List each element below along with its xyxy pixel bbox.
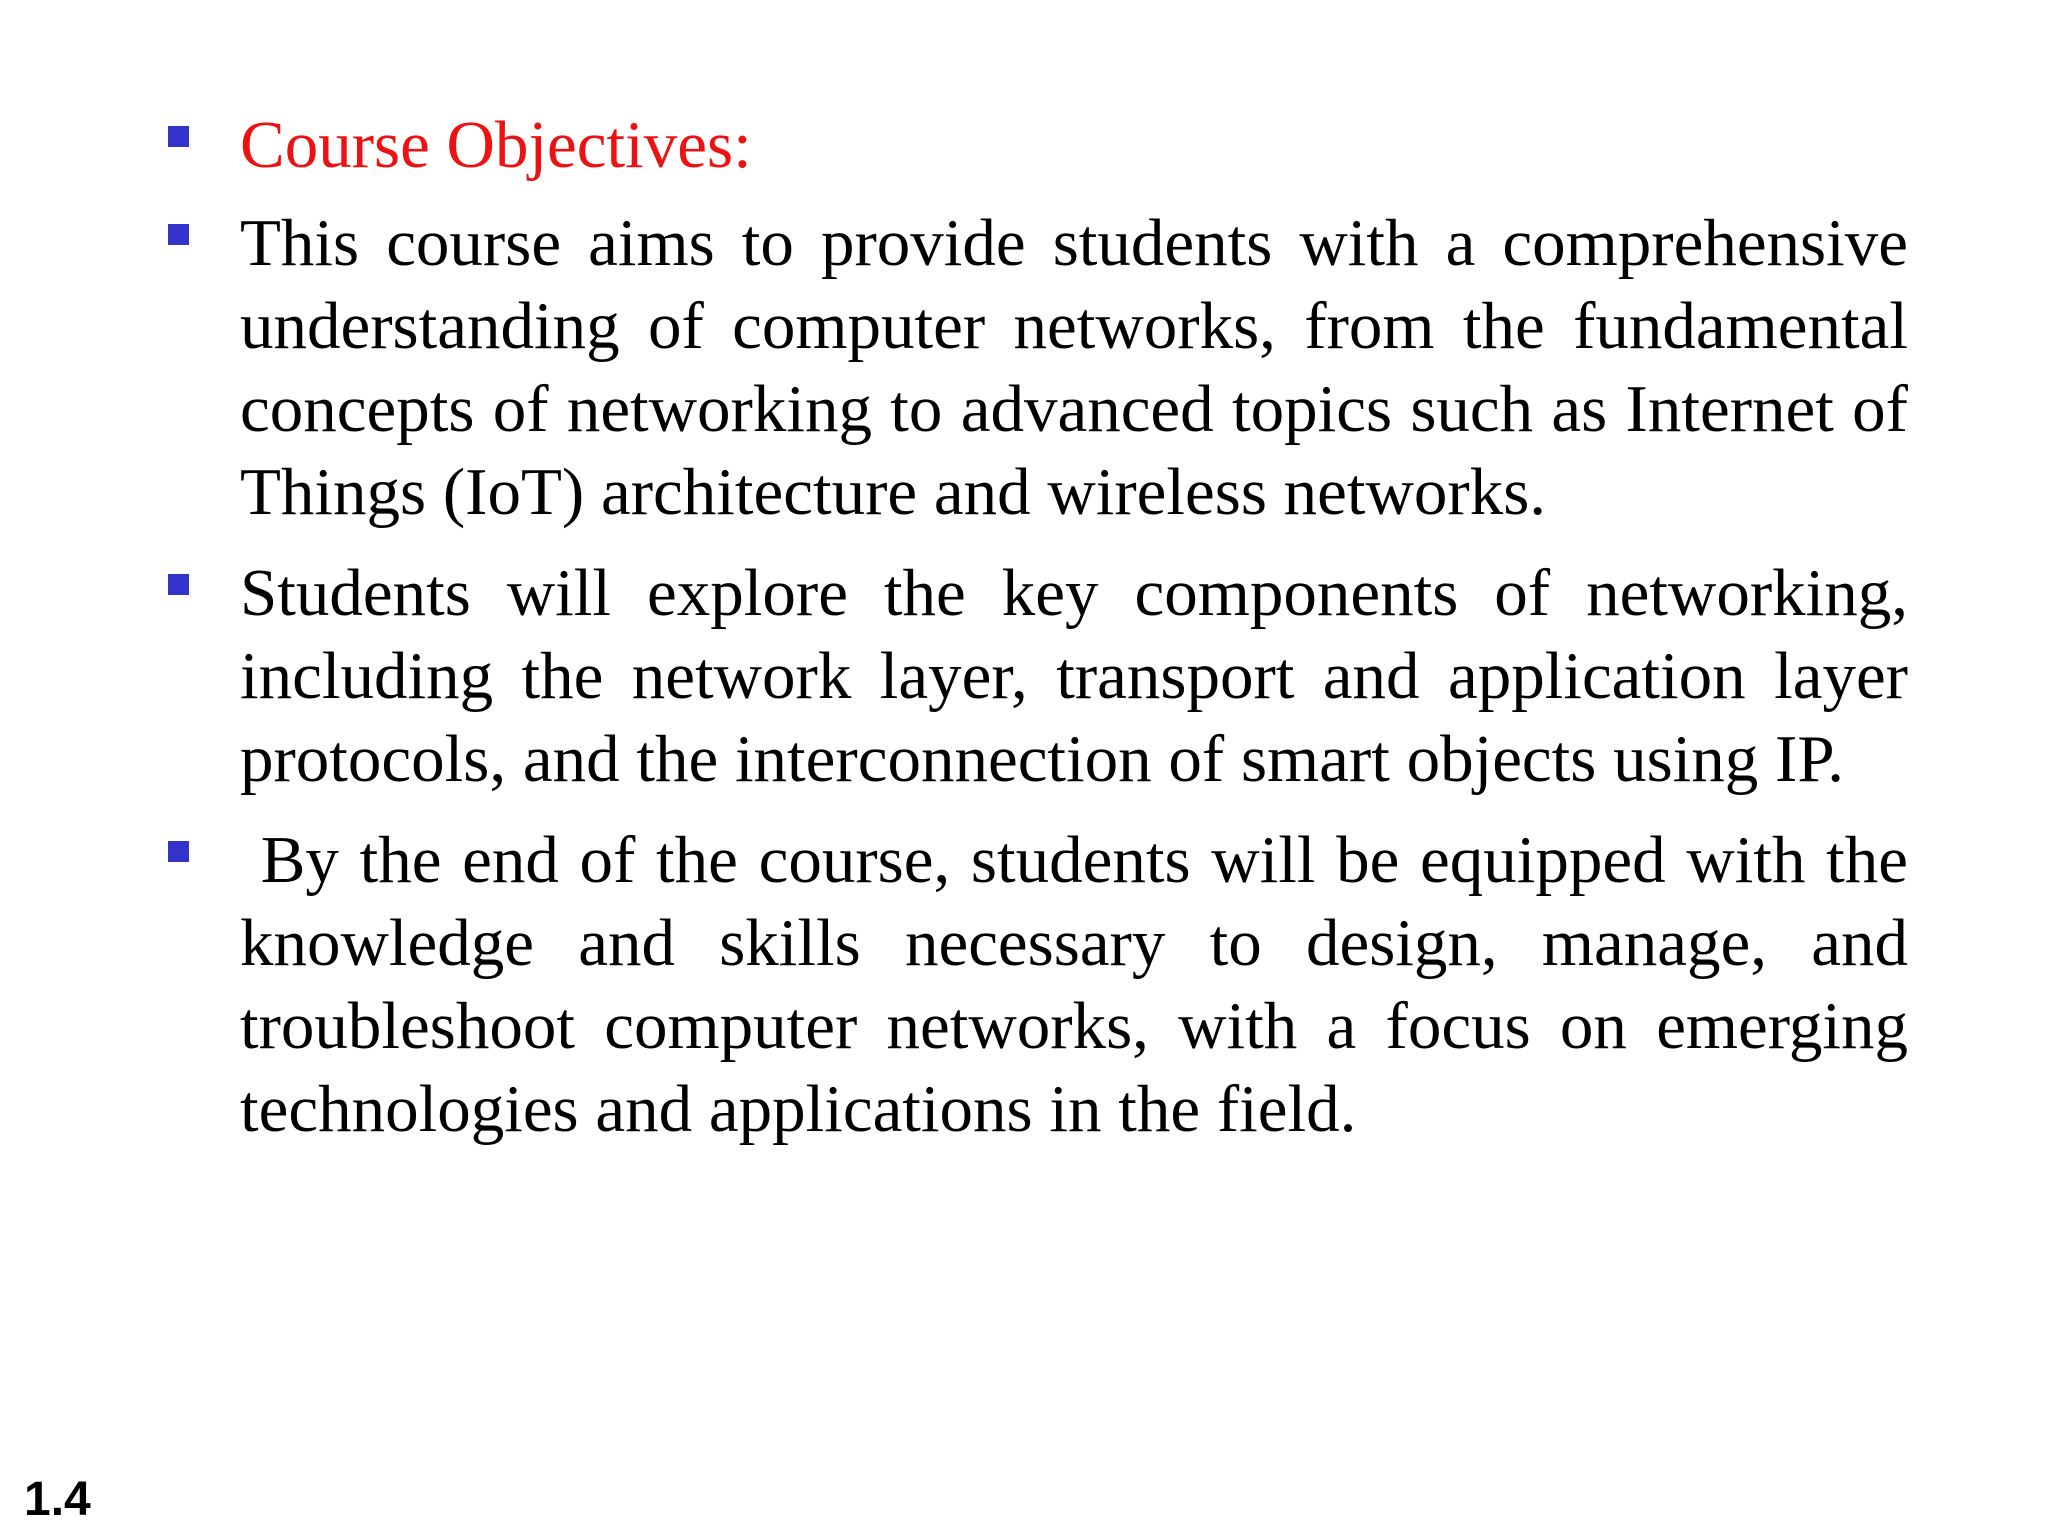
slide-number: 1.4 [24, 1473, 91, 1526]
bullet-item-key-components [163, 552, 1908, 801]
bullet-text: By the end of the course, students will be equipped with the knowledge and skills necessary to design, manage, and troubleshoot computer networks, with a focus on emerging technologies and applications in the field. [240, 823, 1925, 1146]
bullet-text: Students will explore the key components of networking, including the network layer, transport and application layer protocols, and the interconnection of smart objects using IP. [240, 556, 1908, 796]
bullet-item-outcomes [163, 819, 1925, 1151]
bullet-item-course-aims [163, 202, 1908, 534]
square-bullet-icon [168, 574, 189, 595]
square-bullet-icon [168, 841, 189, 862]
bullet-item-course-objectives [163, 104, 1908, 187]
bullet-list [163, 104, 1925, 1169]
bullet-text: Course Objectives: [240, 108, 752, 182]
square-bullet-icon [168, 224, 189, 245]
bullet-text: This course aims to provide students with a comprehensive understanding of computer networks, from the fundamental concepts of networking to advanced topics such as Internet of Things (IoT) architecture and wireless networks. [240, 206, 1908, 529]
square-bullet-icon [168, 126, 189, 147]
